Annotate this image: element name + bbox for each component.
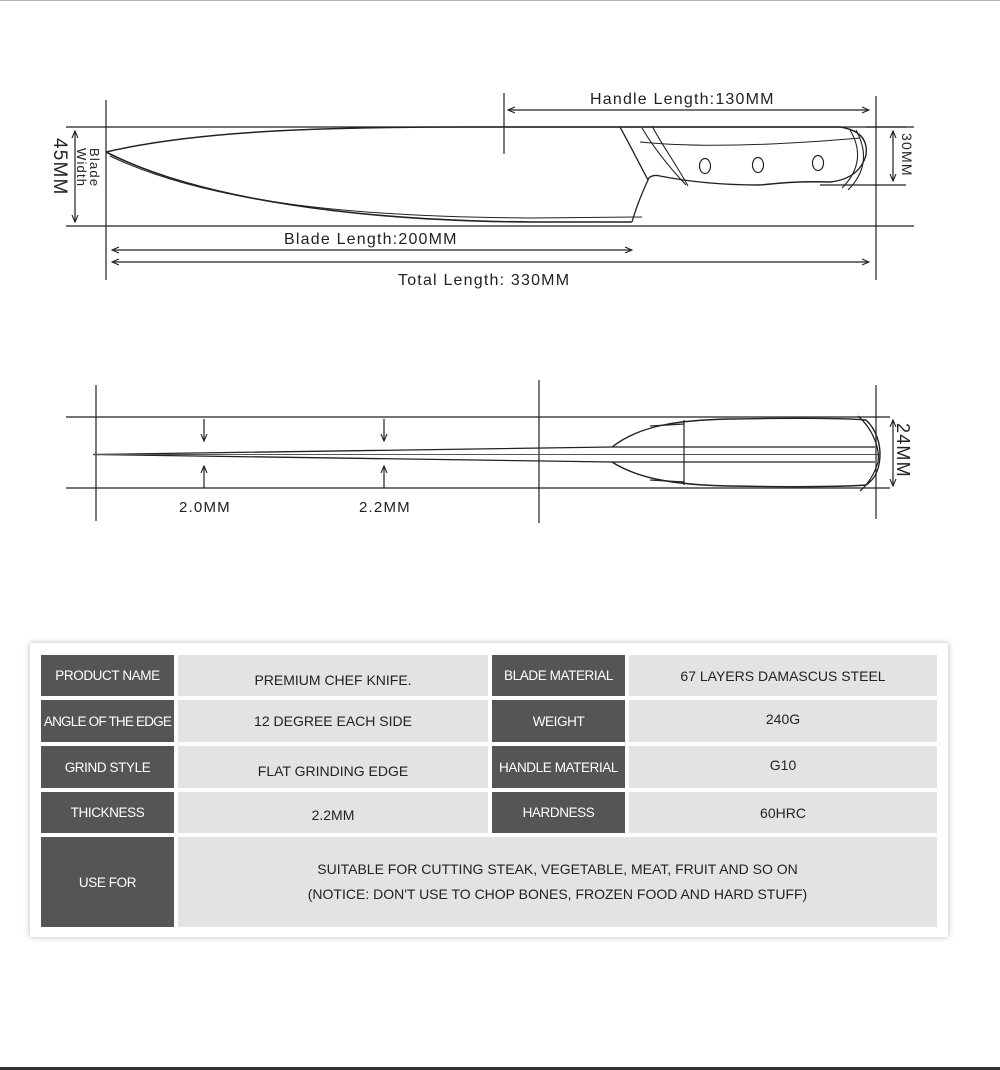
thickness-label: THICKNESS [41,792,174,833]
handle-rivet-3 [813,156,824,171]
handle-height-label: 30MM [899,133,915,177]
thickness-value: 2.2MM [178,792,488,833]
weight-value: 240G [629,700,937,742]
blade-material-label: BLADE MATERIAL [492,655,625,696]
grind-style-value: FLAT GRINDING EDGE [178,746,488,788]
total-length-label: Total Length: 330MM [398,272,571,289]
blade-bevel-line [110,156,642,218]
handle-thickness-label: 24MM [893,423,913,478]
handle-rivet-2 [753,158,764,173]
use-for-line-2: (NOTICE: DON'T USE TO CHOP BONES, FROZEN FOOD AND HARD STUFF) [307,886,808,902]
product-name-value: PREMIUM CHEF KNIFE. [178,655,488,696]
use-for-line-1: SUITABLE FOR CUTTING STEAK, VEGETABLE, MEAT, FRUIT AND SO ON [317,861,798,877]
blade-edge [106,152,632,222]
use-for-value [178,837,937,927]
handle-scale-line [640,138,860,145]
blade-width-value: 45MM [49,138,70,196]
blade-length-label: Blade Length:200MM [284,231,458,248]
blade-width-label-line2: Width [74,148,89,188]
spine-thickness-label: 2.2MM [359,499,411,516]
handle-rivet-1 [700,159,711,174]
blade-width-label-line1: Blade [87,148,102,188]
blade-spine [106,127,620,152]
top-blade-upper-line [93,447,875,455]
weight-label: WEIGHT [492,700,625,742]
hardness-label: HARDNESS [492,792,625,833]
grind-style-label: GRIND STYLE [41,746,174,788]
tip-thickness-label: 2.0MM [179,499,231,516]
handle-material-label: HANDLE MATERIAL [492,746,625,788]
hardness-value: 60HRC [629,792,937,833]
use-for-label: USE FOR [41,837,174,927]
blade-material-value: 67 LAYERS DAMASCUS STEEL [629,655,937,696]
top-blade-lower-line [93,455,875,463]
side-view-knife [66,93,914,280]
handle-length-label: Handle Length:130MM [590,91,775,108]
product-name-label: PRODUCT NAME [41,655,174,696]
handle-material-value: G10 [629,746,937,788]
bolster-line-2 [652,126,688,186]
specification-table [30,643,948,937]
edge-angle-value: 12 DEGREE EACH SIDE [178,700,488,742]
top-handle-outline [612,418,880,486]
top-handle-butt-curve [858,416,878,491]
edge-angle-label: ANGLE OF THE EDGE [41,700,174,742]
bolster-outline [620,127,648,222]
